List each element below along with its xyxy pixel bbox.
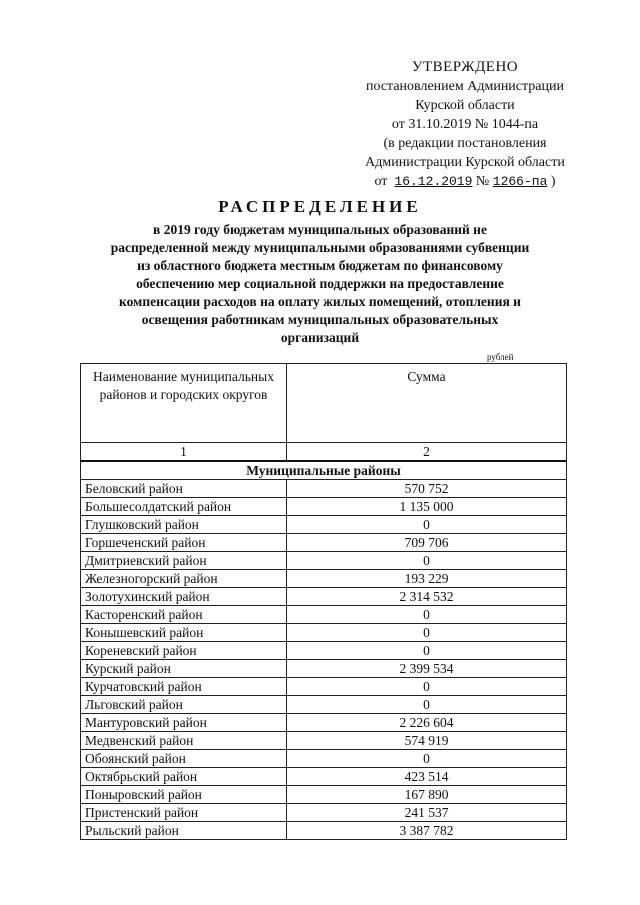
amendment-prefix: от xyxy=(374,174,388,189)
district-amount: 0 xyxy=(287,552,567,570)
table-row xyxy=(81,480,567,498)
column-header-name: Наименование муниципальных районов и городских округов xyxy=(81,364,287,443)
district-name: Пристенский район xyxy=(81,804,287,822)
table-row xyxy=(81,570,567,588)
table-row xyxy=(81,624,567,642)
district-name: Дмитриевский район xyxy=(81,552,287,570)
district-amount: 0 xyxy=(287,624,567,642)
district-amount: 167 890 xyxy=(287,786,567,804)
district-amount: 1 135 000 xyxy=(287,498,567,516)
district-amount: 423 514 xyxy=(287,768,567,786)
approval-title: УТВЕРЖДЕНО xyxy=(411,59,519,75)
column-header-amount: Сумма xyxy=(287,364,567,443)
table-row xyxy=(81,552,567,570)
table-row xyxy=(81,696,567,714)
district-name: Глушковский район xyxy=(81,516,287,534)
district-name: Беловский район xyxy=(81,480,287,498)
heading-line: распределенной между муниципальными образованиями субвенции xyxy=(110,240,530,255)
district-amount: 0 xyxy=(287,678,567,696)
approval-stamp xyxy=(330,58,600,191)
district-amount: 570 752 xyxy=(287,480,567,498)
table-row xyxy=(81,822,567,840)
table-row xyxy=(81,588,567,606)
approval-line: Администрации Курской области xyxy=(365,155,565,170)
district-amount: 2 226 604 xyxy=(287,714,567,732)
heading-line: компенсации расходов на оплату жилых помещений, отопления и xyxy=(119,294,521,309)
district-amount: 0 xyxy=(287,516,567,534)
approval-amendment-line xyxy=(330,172,600,191)
district-name: Рыльский район xyxy=(81,822,287,840)
approval-line: постановлением Администрации xyxy=(366,79,564,94)
district-amount: 3 387 782 xyxy=(287,822,567,840)
heading-line: организаций xyxy=(280,330,360,345)
table-header-row xyxy=(81,364,567,443)
district-name: Курский район xyxy=(81,660,287,678)
table-row xyxy=(81,516,567,534)
column-number-row xyxy=(81,443,567,462)
table-row xyxy=(81,678,567,696)
table-row xyxy=(81,786,567,804)
district-name: Медвенский район xyxy=(81,732,287,750)
table-row xyxy=(81,732,567,750)
district-name: Железногорский район xyxy=(81,570,287,588)
amendment-date: 16.12.2019 xyxy=(394,174,473,189)
table-row xyxy=(81,534,567,552)
table-row xyxy=(81,768,567,786)
district-amount: 0 xyxy=(287,696,567,714)
table-row xyxy=(81,498,567,516)
approval-line: Курской области xyxy=(415,98,515,113)
heading-line: освещения работникам муниципальных образовательных xyxy=(141,312,499,327)
district-name: Кореневский район xyxy=(81,642,287,660)
district-name: Мантуровский район xyxy=(81,714,287,732)
district-name: Обоянский район xyxy=(81,750,287,768)
district-name: Конышевский район xyxy=(81,624,287,642)
distribution-table xyxy=(80,363,567,840)
district-name: Льговский район xyxy=(81,696,287,714)
amendment-suffix: ) xyxy=(550,174,556,189)
table-row xyxy=(81,750,567,768)
heading-line: из областного бюджета местным бюджетам по финансовому xyxy=(137,258,503,273)
district-name: Поныровский район xyxy=(81,786,287,804)
table-row xyxy=(81,642,567,660)
district-amount: 0 xyxy=(287,606,567,624)
section-title: Муниципальные районы xyxy=(81,461,567,480)
section-row xyxy=(81,461,567,480)
heading-line: обеспечению мер социальной поддержки на предоставление xyxy=(136,276,504,291)
table-row xyxy=(81,606,567,624)
column-number: 1 xyxy=(81,443,287,462)
amendment-no: № xyxy=(475,174,490,189)
column-number: 2 xyxy=(287,443,567,462)
district-amount: 193 229 xyxy=(287,570,567,588)
district-amount: 2 314 532 xyxy=(287,588,567,606)
approval-line: от 31.10.2019 № 1044-па xyxy=(391,117,539,132)
district-name: Большесолдатский район xyxy=(81,498,287,516)
district-amount: 241 537 xyxy=(287,804,567,822)
district-name: Октябрьский район xyxy=(81,768,287,786)
table-row xyxy=(81,660,567,678)
approval-line: (в редакции постановления xyxy=(383,136,547,151)
table-row xyxy=(81,804,567,822)
district-name: Золотухинский район xyxy=(81,588,287,606)
district-name: Горшеченский район xyxy=(81,534,287,552)
district-amount: 709 706 xyxy=(287,534,567,552)
table-row xyxy=(81,714,567,732)
document-title: РАСПРЕДЕЛЕНИЕ xyxy=(218,197,422,216)
district-amount: 0 xyxy=(287,642,567,660)
units-label: рублей xyxy=(487,352,514,362)
document-heading xyxy=(60,197,580,347)
district-name: Курчатовский район xyxy=(81,678,287,696)
district-name: Касторенский район xyxy=(81,606,287,624)
district-amount: 2 399 534 xyxy=(287,660,567,678)
district-amount: 0 xyxy=(287,750,567,768)
district-amount: 574 919 xyxy=(287,732,567,750)
heading-line: в 2019 году бюджетам муниципальных образований не xyxy=(153,222,487,237)
amendment-number: 1266-па xyxy=(492,174,548,189)
